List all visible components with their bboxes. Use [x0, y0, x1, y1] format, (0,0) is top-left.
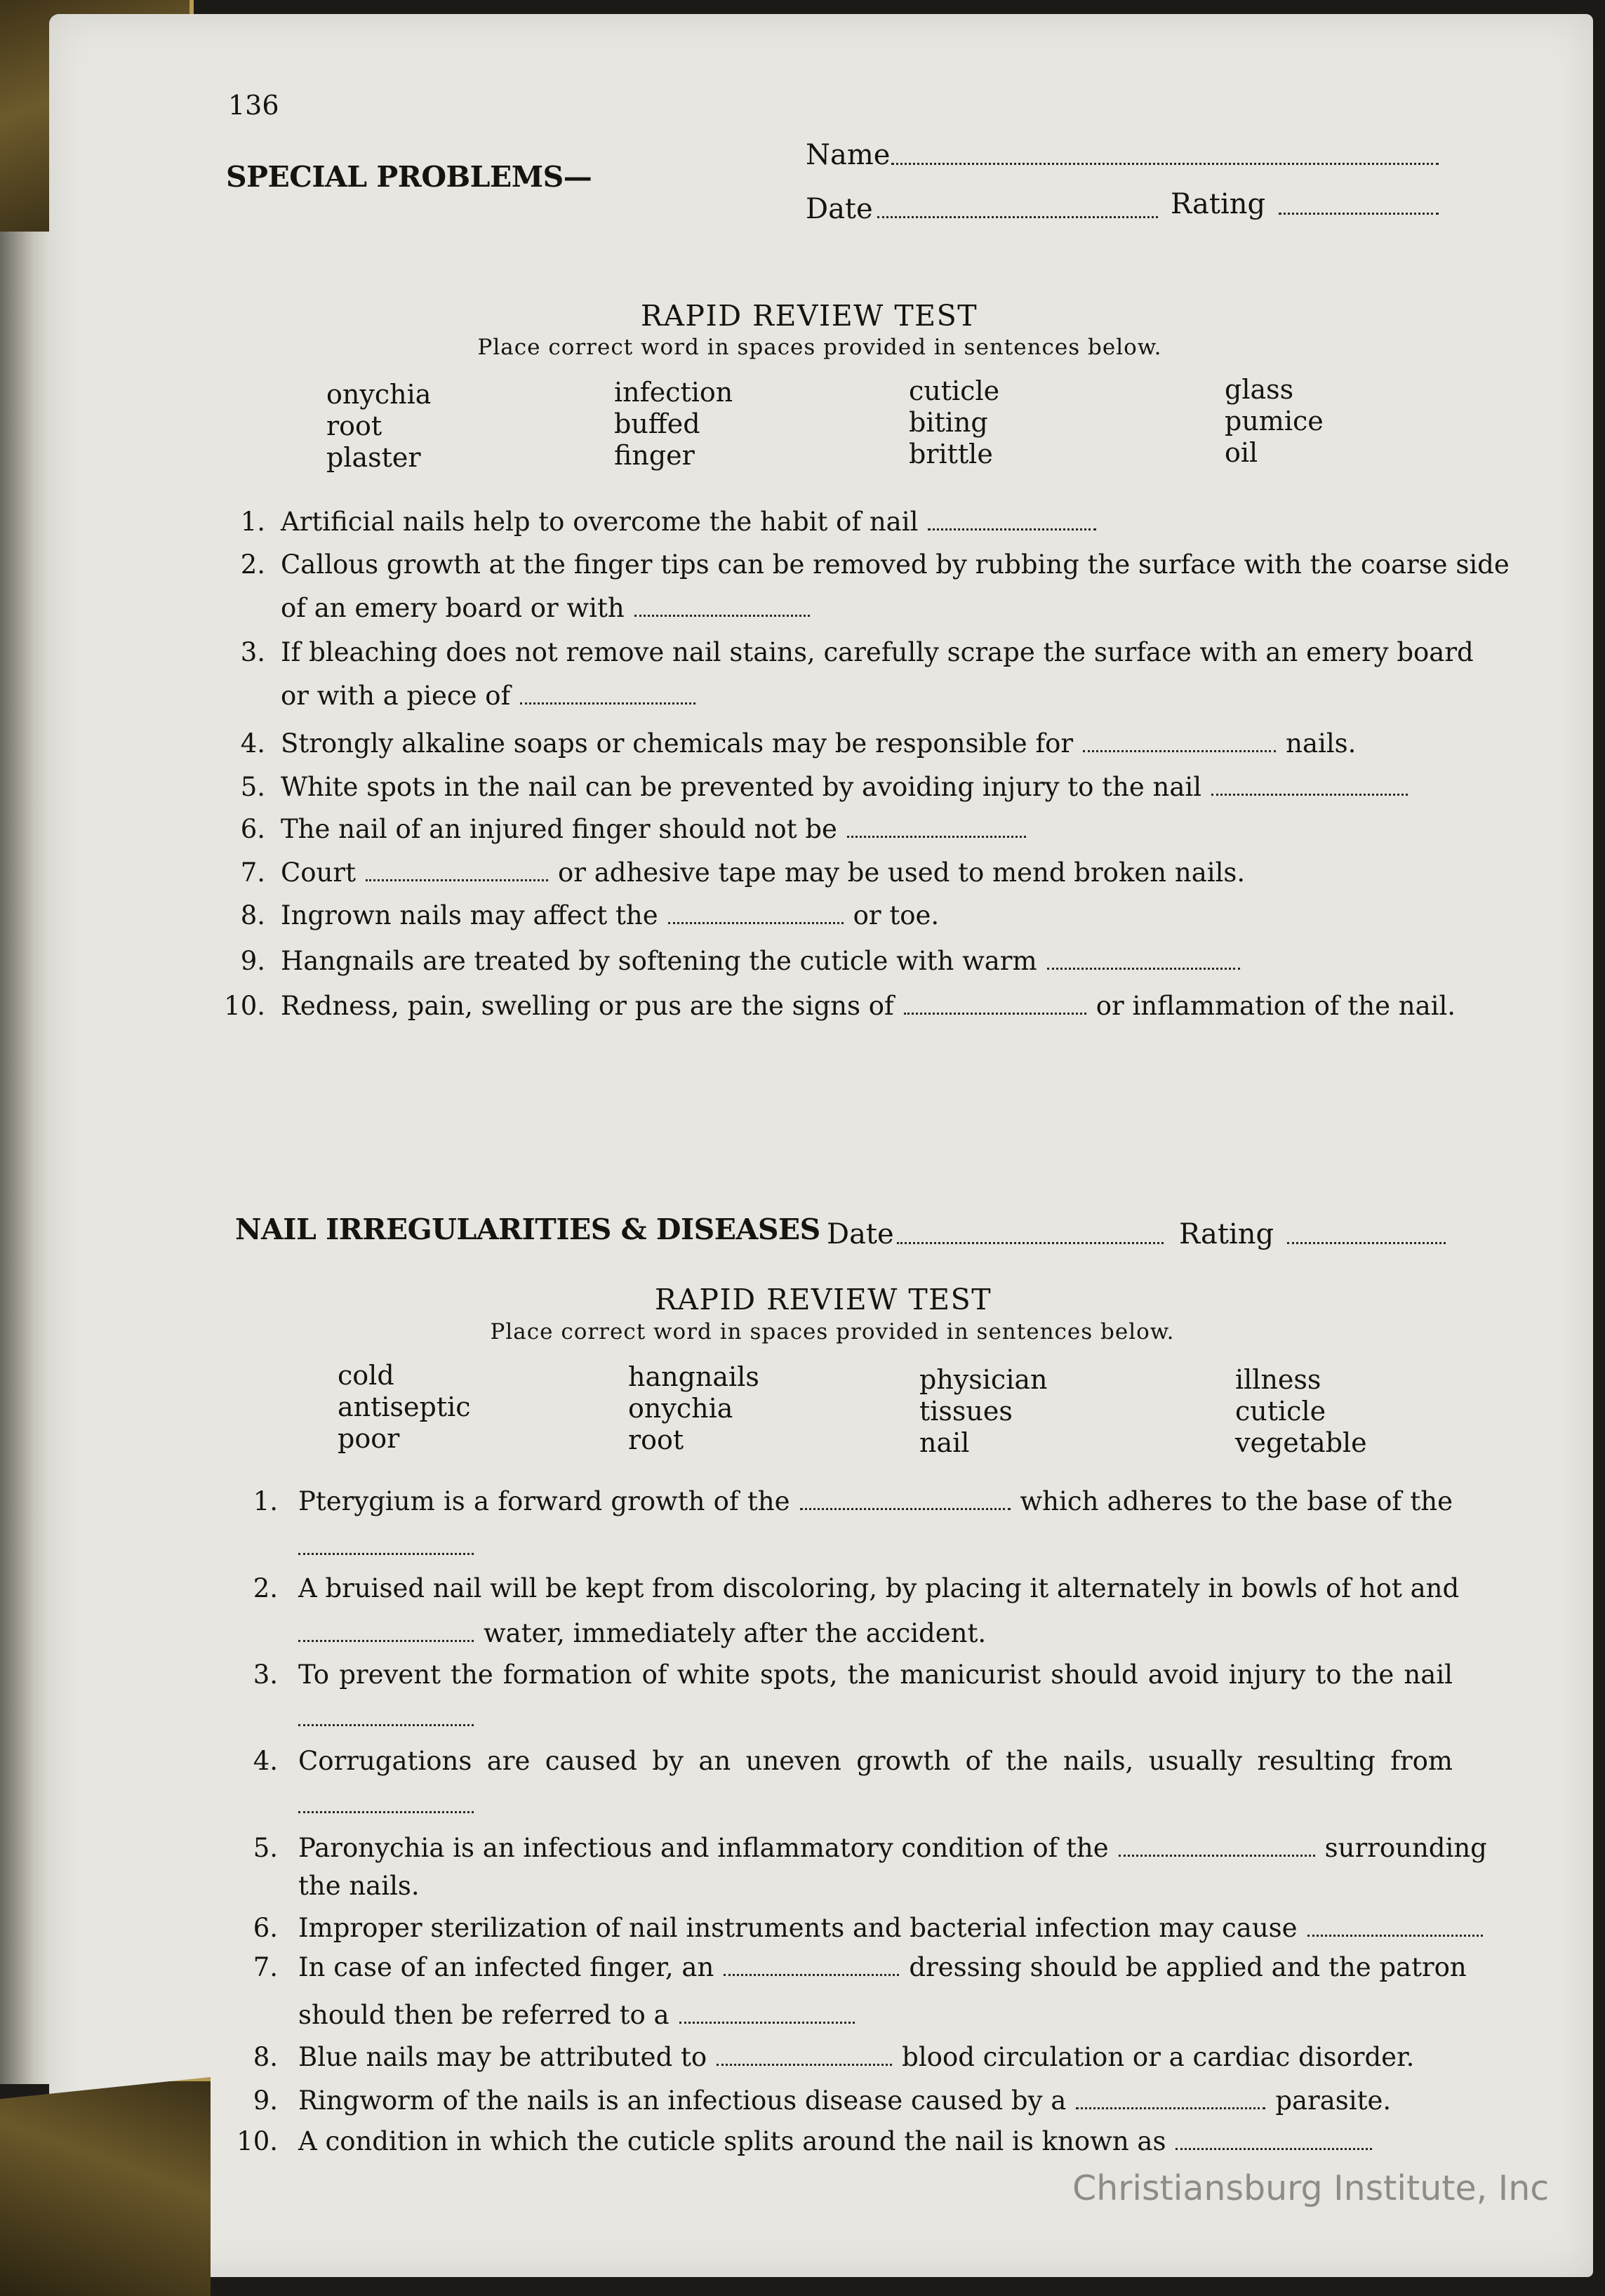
page-edge — [0, 232, 49, 2084]
question-line — [298, 2085, 1391, 2116]
word-bank-word: plaster — [326, 442, 421, 473]
rating-field[interactable] — [1279, 213, 1439, 215]
question-number: 9. — [253, 2085, 278, 2116]
question-number: 10. — [237, 2126, 278, 2156]
question-text: water, immediately after the accident. — [484, 1618, 987, 1648]
rating-label: Rating — [1171, 188, 1266, 220]
word-bank-word: finger — [614, 440, 695, 471]
question-text: White spots in the nail can be prevented by avoiding injury to the nail — [281, 772, 1202, 802]
question-text: Improper sterilization of nail instruments and bacterial infection may cause — [298, 1913, 1298, 1943]
answer-blank[interactable] — [904, 1013, 1086, 1015]
answer-blank[interactable] — [1176, 2148, 1372, 2150]
answer-blank[interactable] — [679, 2022, 855, 2024]
question-line — [281, 728, 1356, 759]
question-text: The nail of an injured finger should not be — [281, 814, 837, 844]
answer-blank[interactable] — [298, 1553, 474, 1555]
instructions-1: Place correct word in spaces provided in sentences below. — [477, 335, 1162, 360]
answer-blank[interactable] — [1083, 750, 1276, 752]
word-bank-word: physician — [919, 1364, 1048, 1395]
question-text: Strongly alkaline soaps or chemicals may be responsible for — [281, 728, 1074, 759]
word-bank-word: antiseptic — [338, 1391, 471, 1422]
question-number: 4. — [240, 728, 265, 759]
answer-blank[interactable] — [717, 2064, 892, 2066]
question-number: 2. — [253, 1573, 278, 1603]
word-bank-word: root — [628, 1424, 684, 1455]
question-number: 10. — [224, 991, 265, 1021]
question-number: 8. — [253, 2042, 278, 2072]
question-text: Hangnails are treated by softening the cuticle with warm — [281, 946, 1037, 976]
question-line — [298, 2042, 1414, 2072]
question-number: 5. — [240, 772, 265, 802]
answer-blank[interactable] — [634, 615, 810, 617]
question-number: 1. — [253, 1486, 278, 1516]
question-text: of an emery board or with — [281, 593, 625, 623]
question-line — [298, 1573, 1460, 1603]
word-bank-word: hangnails — [628, 1361, 759, 1392]
question-line — [298, 1789, 484, 1820]
question-number: 3. — [240, 637, 265, 667]
answer-blank[interactable] — [520, 702, 695, 705]
question-line — [281, 857, 1245, 888]
answer-blank[interactable] — [847, 836, 1026, 838]
section-title-nail-irregularities: NAIL IRREGULARITIES & DISEASES — [235, 1213, 820, 1246]
question-number: 7. — [240, 857, 265, 888]
answer-blank[interactable] — [800, 1508, 1011, 1510]
question-text: To prevent the formation of white spots, the manicurist should avoid injury to the nail — [298, 1660, 1453, 1690]
answer-blank[interactable] — [1119, 1855, 1315, 1857]
question-number: 5. — [253, 1833, 278, 1863]
answer-blank[interactable] — [1047, 968, 1240, 970]
question-number: 6. — [240, 814, 265, 844]
question-text: Callous growth at the finger tips can be removed by rubbing the surface with the coarse side — [281, 549, 1510, 580]
question-text: Corrugations are caused by an uneven growth of the nails, usually resulting from — [298, 1746, 1453, 1776]
question-text: A bruised nail will be kept from discoloring, by placing it alternately in bowls of hot and — [298, 1573, 1460, 1603]
answer-blank[interactable] — [724, 1974, 899, 1976]
answer-blank[interactable] — [298, 1724, 474, 1726]
answer-blank[interactable] — [1211, 794, 1408, 796]
question-line — [298, 1913, 1493, 1943]
word-bank-word: onychia — [326, 379, 432, 410]
word-bank-word: poor — [338, 1423, 400, 1454]
question-line — [281, 637, 1474, 667]
word-bank-word: buffed — [614, 408, 700, 439]
section-title-special-problems: SPECIAL PROBLEMS— — [226, 160, 592, 194]
question-number: 3. — [253, 1660, 278, 1690]
word-bank-word: cuticle — [1235, 1396, 1326, 1427]
question-number: 7. — [253, 1952, 278, 1982]
question-number: 2. — [240, 549, 265, 580]
question-text: surrounding — [1324, 1833, 1487, 1863]
date-label: Date — [806, 193, 873, 225]
question-number: 1. — [240, 507, 265, 537]
answer-blank[interactable] — [298, 1811, 474, 1813]
answer-blank[interactable] — [1076, 2107, 1265, 2109]
question-line — [298, 1746, 1453, 1776]
date-label-2: Date — [827, 1218, 894, 1250]
question-text: or inflammation of the nail. — [1095, 991, 1456, 1021]
word-bank-word: pumice — [1225, 406, 1324, 436]
question-text: Blue nails may be attributed to — [298, 2042, 707, 2072]
question-line — [298, 2000, 865, 2030]
question-line — [298, 1952, 1467, 1982]
word-bank-word: oil — [1225, 437, 1258, 468]
test-title-1: RAPID REVIEW TEST — [640, 299, 978, 333]
question-number: 9. — [240, 946, 265, 976]
question-line — [281, 814, 1036, 844]
answer-blank[interactable] — [1307, 1935, 1483, 1937]
question-line — [298, 2126, 1382, 2156]
question-text: dressing should be applied and the patron — [909, 1952, 1467, 1982]
watermark: Christiansburg Institute, Inc — [1072, 2168, 1550, 2208]
question-line — [298, 1618, 986, 1648]
question-text: Redness, pain, swelling or pus are the signs of — [281, 991, 894, 1021]
question-text: the nails. — [298, 1871, 420, 1901]
instructions-2: Place correct word in spaces provided in sentences below. — [490, 1319, 1175, 1344]
binder-corner-bottom-left — [0, 2077, 211, 2296]
question-text: blood circulation or a cardiac disorder. — [902, 2042, 1415, 2072]
word-bank-word: root — [326, 411, 382, 441]
question-text: Pterygium is a forward growth of the — [298, 1486, 790, 1516]
question-text: Ingrown nails may affect the — [281, 900, 658, 930]
word-bank-word: onychia — [628, 1393, 733, 1424]
question-line — [281, 549, 1510, 580]
question-number: 6. — [253, 1913, 278, 1943]
question-line — [298, 1833, 1487, 1863]
word-bank-word: glass — [1225, 374, 1294, 405]
date-field-2[interactable] — [897, 1242, 1164, 1244]
answer-blank[interactable] — [668, 922, 844, 924]
word-bank-word: biting — [909, 407, 988, 438]
word-bank-word: nail — [919, 1427, 970, 1458]
question-text: If bleaching does not remove nail stains, carefully scrape the surface with an emery board — [281, 637, 1474, 667]
question-text: Ringworm of the nails is an infectious disease caused by a — [298, 2085, 1067, 2116]
question-text: parasite. — [1275, 2085, 1392, 2116]
question-text: or toe. — [853, 900, 940, 930]
question-line — [281, 507, 1106, 537]
question-line — [298, 1871, 420, 1901]
word-bank-word: brittle — [909, 439, 993, 469]
question-number: 4. — [253, 1746, 278, 1776]
question-text: should then be referred to a — [298, 2000, 670, 2030]
word-bank-word: vegetable — [1235, 1427, 1367, 1458]
answer-blank[interactable] — [366, 879, 548, 881]
question-line — [281, 991, 1456, 1021]
question-text: or adhesive tape may be used to mend broken nails. — [557, 857, 1246, 888]
question-text: Paronychia is an infectious and inflammatory condition of the — [298, 1833, 1109, 1863]
question-line — [281, 772, 1418, 802]
question-line — [298, 1531, 484, 1561]
word-bank-word: illness — [1235, 1364, 1321, 1395]
question-line — [298, 1660, 1453, 1690]
question-text: A condition in which the cuticle splits around the nail is known as — [298, 2126, 1166, 2156]
question-text: which adheres to the base of the — [1020, 1486, 1453, 1516]
question-text: Court — [281, 857, 356, 888]
rating-field-2[interactable] — [1287, 1242, 1446, 1244]
page-number: 136 — [228, 90, 279, 121]
question-line — [281, 681, 705, 711]
date-field[interactable] — [877, 216, 1158, 218]
question-text: nails. — [1286, 728, 1357, 759]
answer-blank[interactable] — [928, 528, 1096, 530]
name-label: Name — [806, 139, 891, 171]
name-field[interactable] — [891, 163, 1439, 165]
question-line — [281, 593, 820, 623]
question-text: Artificial nails help to overcome the habit of nail — [281, 507, 919, 537]
rating-label-2: Rating — [1179, 1218, 1274, 1250]
question-line — [281, 900, 939, 930]
question-line — [281, 946, 1250, 976]
question-text: or with a piece of — [281, 681, 511, 711]
answer-blank[interactable] — [298, 1640, 474, 1642]
word-bank-word: tissues — [919, 1396, 1013, 1427]
test-title-2: RAPID REVIEW TEST — [654, 1283, 992, 1316]
question-line — [298, 1702, 484, 1733]
question-line — [298, 1486, 1453, 1516]
question-text: In case of an infected finger, an — [298, 1952, 714, 1982]
word-bank-word: cold — [338, 1360, 394, 1391]
word-bank-word: infection — [614, 377, 733, 408]
word-bank-word: cuticle — [909, 375, 1000, 406]
question-number: 8. — [240, 900, 265, 930]
